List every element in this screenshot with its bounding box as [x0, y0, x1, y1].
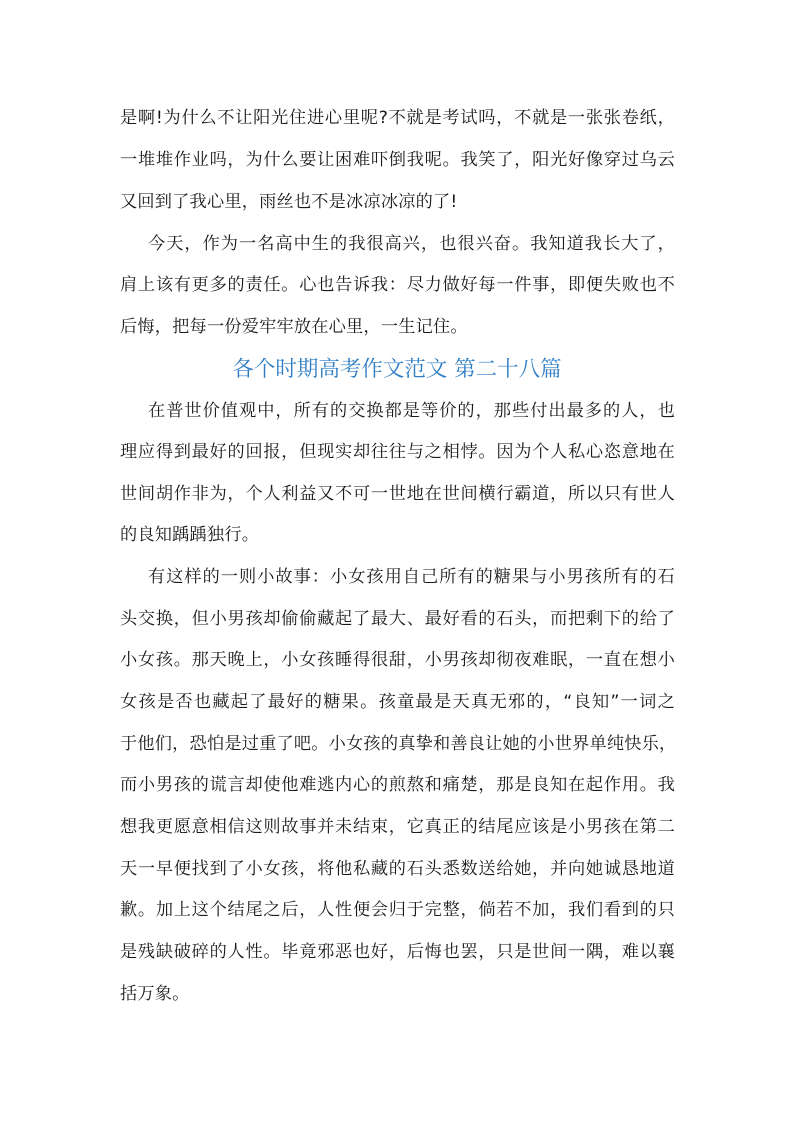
text-line: 是残缺破碎的人性。毕竟邪恶也好，后悔也罢，只是世间一隅，难以襄: [120, 942, 675, 962]
text-line: 是啊!为什么不让阳光住进心里呢?不就是考试吗，不就是一张张卷纸，: [120, 108, 675, 128]
section-heading: 各个时期高考作文范文 第二十八篇: [232, 357, 562, 382]
text-line: 天一早便找到了小女孩，将他私藏的石头悉数送给她，并向她诚恳地道: [120, 859, 675, 879]
paragraph-first-line: 今天，作为一名高中生的我很高兴，也很兴奋。我知道我长大了，: [148, 234, 675, 254]
text-line: 小女孩。那天晚上，小女孩睡得很甜，小男孩却彻夜难眠，一直在想小: [120, 650, 675, 670]
paragraph-first-line: 在普世价值观中，所有的交换都是等价的，那些付出最多的人，也: [148, 401, 675, 421]
paragraph-first-line: 有这样的一则小故事：小女孩用自己所有的糖果与小男孩所有的石: [148, 567, 675, 587]
text-line: 歉。加上这个结尾之后，人性便会归于完整，倘若不加，我们看到的只: [120, 900, 675, 920]
text-line: 后悔，把每一份爱牢牢放在心里，一生记住。: [120, 317, 468, 337]
text-line: 想我更愿意相信这则故事并未结束，它真正的结尾应该是小男孩在第二: [120, 817, 675, 837]
text-line: 而小男孩的谎言却使他难逃内心的煎熬和痛楚，那是良知在起作用。我: [120, 775, 675, 795]
text-line: 头交换，但小男孩却偷偷藏起了最大、最好看的石头，而把剩下的给了: [120, 609, 675, 629]
text-line: 肩上该有更多的责任。心也告诉我：尽力做好每一件事，即便失败也不: [120, 275, 675, 295]
text-line: 女孩是否也藏起了最好的糖果。孩童最是天真无邪的，“良知”一词之: [120, 692, 675, 712]
text-line: 括万象。: [120, 984, 190, 1004]
text-line: 又回到了我心里，雨丝也不是冰凉冰凉的了!: [120, 192, 458, 212]
text-line: 一堆堆作业吗，为什么要让困难吓倒我呢。我笑了，阳光好像穿过乌云: [120, 150, 675, 170]
text-line: 的良知踽踽独行。: [120, 525, 260, 545]
text-line: 于他们，恐怕是过重了吧。小女孩的真挚和善良让她的小世界单纯快乐，: [120, 734, 677, 754]
text-line: 理应得到最好的回报，但现实却往往与之相悖。因为个人私心恣意地在: [120, 442, 675, 462]
text-line: 世间胡作非为，个人利益又不可一世地在世间横行霸道，所以只有世人: [120, 484, 675, 504]
